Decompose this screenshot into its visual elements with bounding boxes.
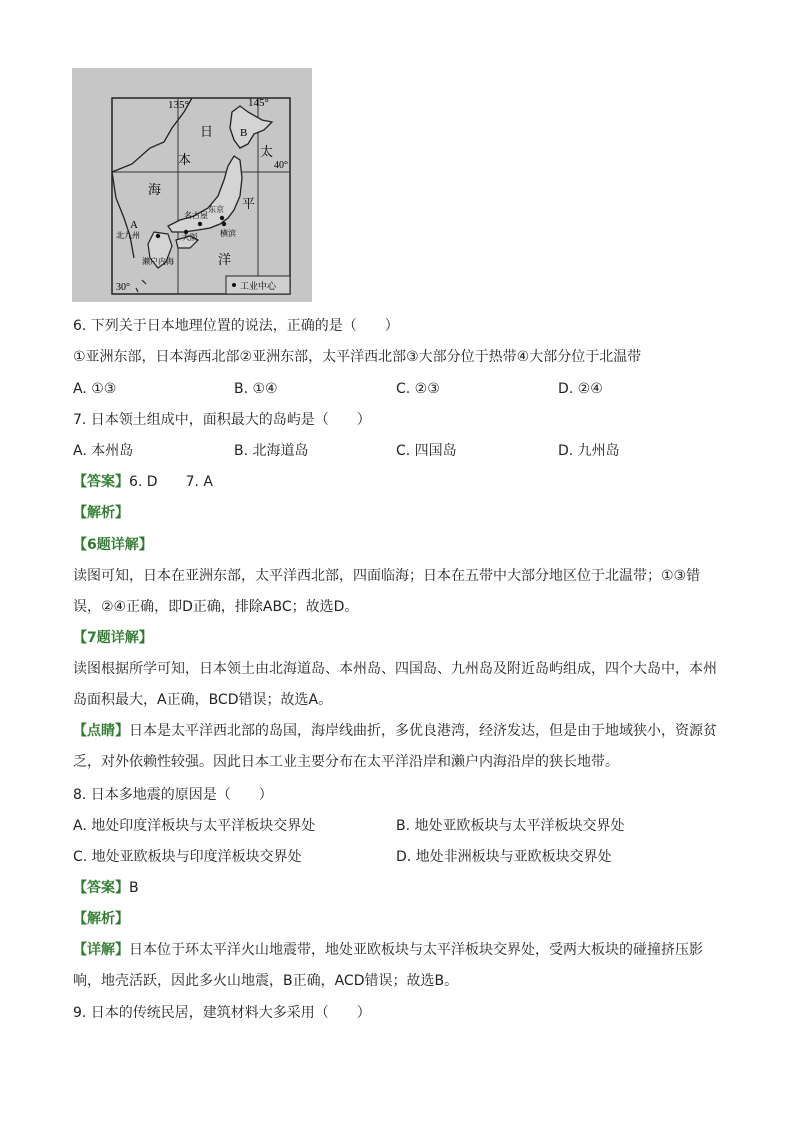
- industrial-center-nagoya: [198, 222, 202, 226]
- q8-stem: 8. 日本多地震的原因是（ ）: [73, 787, 273, 803]
- lat-label-30: 30°: [116, 282, 130, 293]
- q8-option-c: C. 地处亚欧板块与印度洋板块交界处: [73, 849, 302, 865]
- answer-6-7: [73, 472, 213, 492]
- q7-option-a: A. 本州岛: [73, 443, 134, 459]
- city-label-nagoya: 名古屋: [184, 211, 208, 220]
- analysis-heading-2: 【解析】: [73, 911, 129, 927]
- key-point: [73, 716, 723, 778]
- q6-option-b: B. ①④: [234, 381, 278, 397]
- ocean-label-char-3: 洋: [218, 253, 232, 268]
- japan-map-figure: [72, 68, 312, 302]
- ocean-label-char-2: 平: [242, 197, 256, 212]
- q8-option-a: A. 地处印度洋板块与太平洋板块交界处: [73, 818, 316, 834]
- legend-label: 工业中心: [240, 282, 277, 292]
- analysis-heading: 【解析】: [73, 505, 129, 521]
- city-label-kitakyushu: 北九州: [116, 231, 140, 240]
- sea-label-char-1: 日: [200, 125, 214, 140]
- lat-label-40: 40°: [274, 160, 288, 171]
- ocean-label-char-1: 太: [260, 145, 274, 160]
- q6-option-c: C. ②③: [396, 381, 440, 397]
- q7-stem: 7. 日本领土组成中，面积最大的岛屿是（ ）: [73, 412, 371, 428]
- sea-label-char-3: 海: [148, 183, 162, 198]
- q6-statements: ①亚洲东部，日本海西北部②亚洲东部，太平洋西北部③大部分位于热带④大部分位于北温带: [73, 349, 642, 365]
- point-label-a: A: [130, 219, 138, 231]
- industrial-center-kitakyushu: [156, 234, 160, 238]
- key-point-tag: 【点睛】: [73, 723, 129, 739]
- lon-label-145: 145°: [248, 97, 269, 109]
- city-label-osaka: 大阪: [182, 233, 198, 242]
- city-label-seto-inland-sea: 濑户内海: [142, 257, 174, 266]
- answer-tag: 【答案】: [73, 474, 129, 490]
- answer-8-text: B: [129, 880, 139, 896]
- key-point-text: 日本是太平洋西北部的岛国，海岸线曲折，多优良港湾，经济发达，但是由于地域狭小，资源贫乏，对外依赖性较强。因此日本工业主要分布在太平洋沿岸和濑户内海沿岸的狭长地带。: [73, 723, 717, 770]
- q6-detail-heading: 【6题详解】: [73, 537, 153, 553]
- city-label-yokohama: 横滨: [220, 229, 236, 238]
- sea-label-char-2: 本: [178, 153, 192, 168]
- q7-detail-heading: 【7题详解】: [73, 630, 153, 646]
- q9-stem: 9. 日本的传统民居，建筑材料大多采用（ ）: [73, 1005, 371, 1021]
- lon-label-135: 135°: [168, 99, 189, 111]
- city-label-tokyo: 东京: [208, 205, 224, 214]
- q7-option-c: C. 四国岛: [396, 443, 457, 459]
- q7-option-d: D. 九州岛: [558, 443, 620, 459]
- q6-option-a: A. ①③: [73, 381, 117, 397]
- answer-8: [73, 878, 139, 898]
- q7-option-b: B. 北海道岛: [234, 443, 309, 459]
- industrial-center-yokohama: [222, 222, 226, 226]
- q8-detail: [73, 935, 723, 997]
- q6-stem: 6. 下列关于日本地理位置的说法，正确的是（ ）: [73, 318, 399, 334]
- q6-option-d: D. ②④: [558, 381, 603, 397]
- legend-dot: [232, 283, 236, 287]
- q7-detail-text: 读图根据所学可知，日本领土由北海道岛、本州岛、四国岛、九州岛及附近岛屿组成，四个大岛中，本州岛面积最大，A正确，BCD错误；故选A。: [73, 661, 717, 708]
- q6-detail-text: 读图可知，日本在亚洲东部，太平洋西北部，四面临海；日本在五带中大部分地区位于北温带；①③错误，②④正确，即D正确，排除ABC；故选D。: [73, 568, 701, 615]
- q8-detail-tag: 【详解】: [73, 942, 129, 958]
- q8-detail-text: 日本位于环太平洋火山地震带，地处亚欧板块与太平洋板块交界处，受两大板块的碰撞挤压影响，地壳活跃，因此多火山地震，B正确，ACD错误；故选B。: [73, 942, 703, 989]
- q8-option-b: B. 地处亚欧板块与太平洋板块交界处: [396, 818, 625, 834]
- q8-option-d: D. 地处非洲板块与亚欧板块交界处: [396, 849, 612, 865]
- answer-text: 6. D 7. A: [129, 474, 213, 490]
- point-label-b: B: [240, 127, 248, 139]
- industrial-center-tokyo: [220, 216, 224, 220]
- answer-8-tag: 【答案】: [73, 880, 129, 896]
